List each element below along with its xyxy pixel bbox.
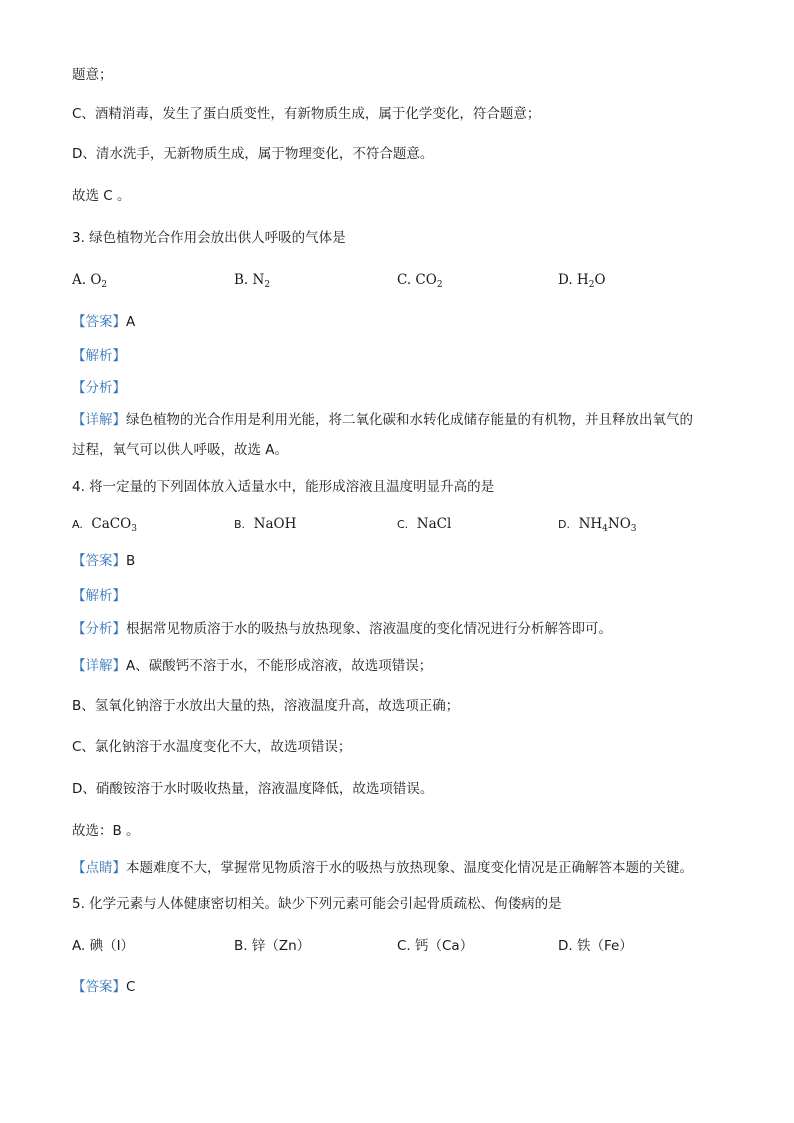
q4-fenxi: 【分析】根据常见物质溶于水的吸热与放热现象、溶液温度的变化情况进行分析解答即可。 — [72, 621, 612, 637]
question-3-stem: 3. 绿色植物光合作用会放出供人呼吸的气体是 — [72, 230, 346, 246]
q4-detail-b: B、氢氧化钠溶于水放出大量的热，溶液温度升高，故选项正确； — [72, 698, 460, 714]
q3-answer: 【答案】A — [72, 314, 136, 330]
q4-detail: 【详解】A、碳酸钙不溶于水，不能形成溶液，故选项错误； — [72, 658, 433, 674]
q4-choose: 故选：B 。 — [72, 823, 140, 839]
q3-option-b: B. $N_2$ — [234, 272, 271, 290]
q4-detail-c: C、氯化钠溶于水温度变化不大，故选项错误； — [72, 739, 352, 755]
q3-analysis-label: 【解析】 — [72, 348, 126, 364]
q5-option-b: B. 锌（Zn） — [234, 938, 311, 954]
q3-option-a: A. $O_2$ — [72, 272, 108, 290]
q4-option-d: D. $NH_4NO_3$ — [558, 516, 637, 534]
text-line: 题意； — [72, 67, 113, 83]
text-line: C、酒精消毒，发生了蛋白质变性，有新物质生成，属于化学变化，符合题意； — [72, 106, 541, 122]
q3-detail: 【详解】绿色植物的光合作用是利用光能，将二氧化碳和水转化成储存能量的有机物，并且释放出氧气的 — [72, 412, 693, 428]
q5-option-c: C. 钙（Ca） — [397, 938, 474, 954]
text-line: 故选 C 。 — [72, 188, 131, 204]
q3-detail-cont: 过程，氧气可以供人呼吸，故选 A。 — [72, 442, 289, 458]
q4-option-c: C. NaCl — [397, 516, 452, 532]
q3-option-c: C. $CO_2$ — [397, 272, 443, 290]
q4-detail-d: D、硝酸铵溶于水时吸收热量，溶液温度降低，故选项错误。 — [72, 781, 434, 797]
q3-option-d: D. $H_2O$ — [558, 272, 606, 290]
q3-fenxi-label: 【分析】 — [72, 380, 126, 396]
q4-option-a: A. CaCO$_3$ — [72, 516, 137, 534]
q5-option-d: D. 铁（Fe） — [558, 938, 633, 954]
question-4-stem: 4. 将一定量的下列固体放入适量水中，能形成溶液且温度明显升高的是 — [72, 479, 495, 495]
q4-dianjing: 【点睛】本题难度不大，掌握常见物质溶于水的吸热与放热现象、温度变化情况是正确解答本题的关键。 — [72, 860, 693, 876]
q4-answer: 【答案】B — [72, 553, 136, 569]
q5-answer: 【答案】C — [72, 979, 136, 995]
q4-analysis-label: 【解析】 — [72, 588, 126, 604]
q4-option-b: B. NaOH — [234, 516, 297, 532]
text-line: D、清水洗手，无新物质生成，属于物理变化，不符合题意。 — [72, 146, 434, 162]
q5-option-a: A. 碘（I） — [72, 938, 135, 954]
question-5-stem: 5. 化学元素与人体健康密切相关。缺少下列元素可能会引起骨质疏松、佝偻病的是 — [72, 896, 562, 912]
